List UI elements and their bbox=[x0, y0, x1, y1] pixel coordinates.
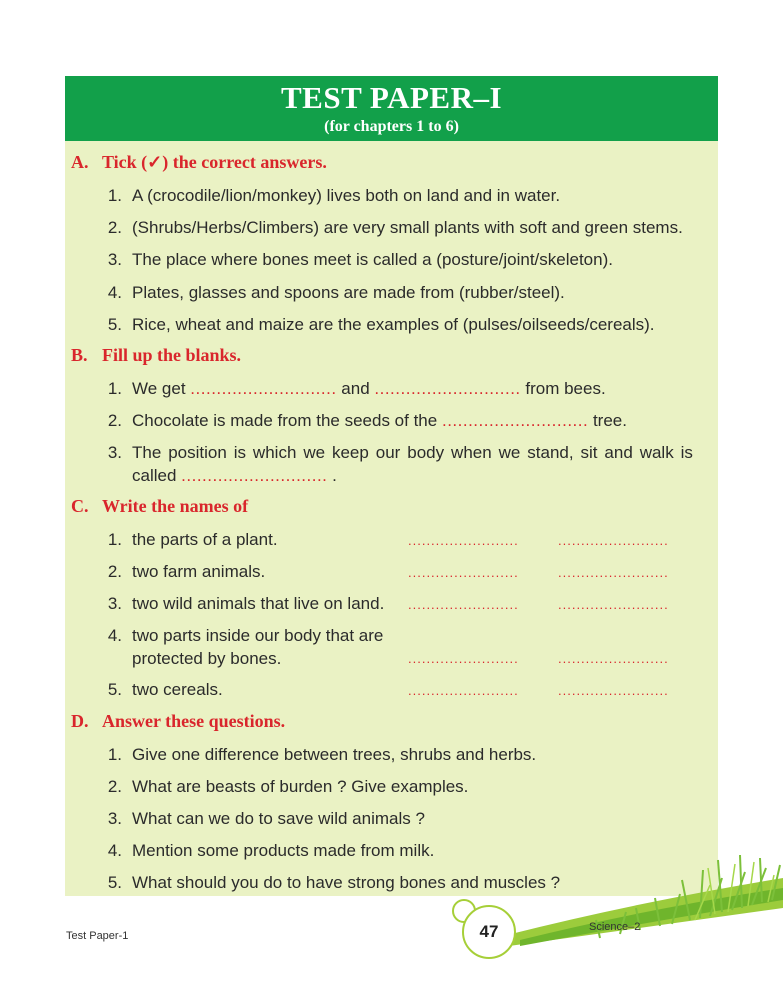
answer-blank: ........................ bbox=[558, 597, 669, 612]
section-b-heading: B. Fill up the blanks. bbox=[71, 345, 242, 365]
answer-blank: ........................ bbox=[558, 533, 669, 548]
answer-blank: ........................ bbox=[408, 597, 519, 612]
title-banner bbox=[65, 76, 718, 141]
answer-blank: ........................ bbox=[558, 651, 669, 666]
footer-book-label: Science–2 bbox=[589, 921, 641, 933]
page-number: 47 bbox=[462, 905, 516, 959]
answer-blank: ........................ bbox=[408, 533, 519, 548]
section-a-heading: A. Tick (✓) the correct answers. bbox=[71, 152, 327, 172]
section-c-heading: C. Write the names of bbox=[71, 496, 249, 516]
section-d-heading: D. Answer these questions. bbox=[71, 711, 286, 731]
footer-chapter-label: Test Paper-1 bbox=[66, 930, 129, 942]
answer-blank: ........................ bbox=[408, 651, 519, 666]
page-subtitle: (for chapters 1 to 6) bbox=[324, 118, 459, 135]
answer-blank: ........................ bbox=[558, 683, 669, 698]
answer-blank: ........................ bbox=[408, 565, 519, 580]
page-title: TEST PAPER–I bbox=[280, 80, 503, 115]
answer-blank: ........................ bbox=[408, 683, 519, 698]
answer-blank: ........................ bbox=[558, 565, 669, 580]
